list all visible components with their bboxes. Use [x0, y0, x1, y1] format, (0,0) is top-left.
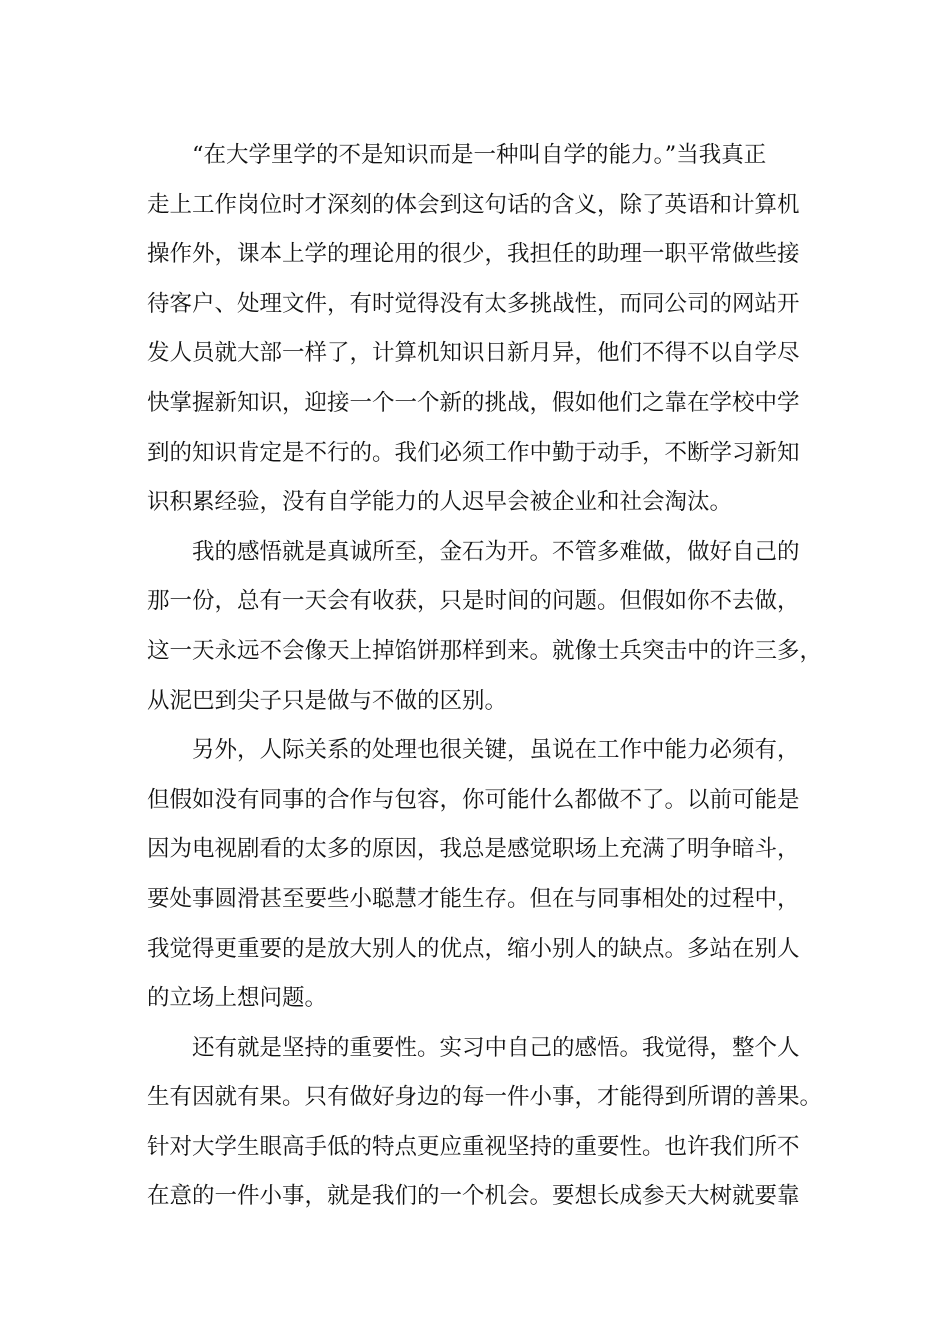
paragraph-4	[147, 1024, 827, 1222]
text-line: 另外，人际关系的处理也很关键，虽说在工作中能力必须有，	[192, 737, 800, 764]
text-line: 我的感悟就是真诚所至，金石为开。不管多难做，做好自己的	[192, 538, 800, 565]
text-line: 到的知识肯定是不行的。我们必须工作中勤于动手，不断学习新知	[147, 439, 800, 466]
paragraph-2	[147, 528, 827, 726]
text-line: 待客户、处理文件，有时觉得没有太多挑战性，而同公司的网站开	[147, 290, 800, 317]
text-line: 要处事圆滑甚至要些小聪慧才能生存。但在与同事相处的过程中，	[147, 885, 800, 912]
text-line: 走上工作岗位时才深刻的体会到这句话的含义，除了英语和计算机	[147, 191, 800, 218]
document-body	[147, 131, 827, 1222]
text-line: 的立场上想问题。	[147, 985, 328, 1012]
text-line: 从泥巴到尖子只是做与不做的区别。	[147, 687, 508, 714]
text-line: 针对大学生眼高手低的特点更应重视坚持的重要性。也许我们所不	[147, 1133, 800, 1160]
paragraph-1	[147, 131, 827, 528]
text-line: 操作外，课本上学的理论用的很少，我担任的助理一职平常做些接	[147, 241, 800, 268]
text-line: 这一天永远不会像天上掉馅饼那样到来。就像士兵突击中的许三多，	[147, 637, 823, 664]
text-line: 因为电视剧看的太多的原因，我总是感觉职场上充满了明争暗斗，	[147, 836, 800, 863]
text-line: 生有因就有果。只有做好身边的每一件小事，才能得到所谓的善果。	[147, 1084, 823, 1111]
text-line: 快掌握新知识，迎接一个一个新的挑战，假如他们之靠在学校中学	[147, 389, 800, 416]
text-line: “在大学里学的不是知识而是一种叫自学的能力。”当我真正	[192, 142, 767, 168]
text-line: 还有就是坚持的重要性。实习中自己的感悟。我觉得，整个人	[192, 1034, 800, 1061]
paragraph-3	[147, 726, 827, 1024]
text-line: 但假如没有同事的合作与包容，你可能什么都做不了。以前可能是	[147, 786, 800, 813]
text-line: 我觉得更重要的是放大别人的优点，缩小别人的缺点。多站在别人	[147, 935, 800, 962]
text-line: 在意的一件小事，就是我们的一个机会。要想长成参天大树就要靠	[147, 1183, 800, 1210]
text-line: 那一份，总有一天会有收获，只是时间的问题。但假如你不去做，	[147, 588, 800, 615]
text-line: 发人员就大部一样了，计算机知识日新月异，他们不得不以自学尽	[147, 340, 800, 367]
text-line: 识积累经验，没有自学能力的人迟早会被企业和社会淘汰。	[147, 489, 733, 516]
